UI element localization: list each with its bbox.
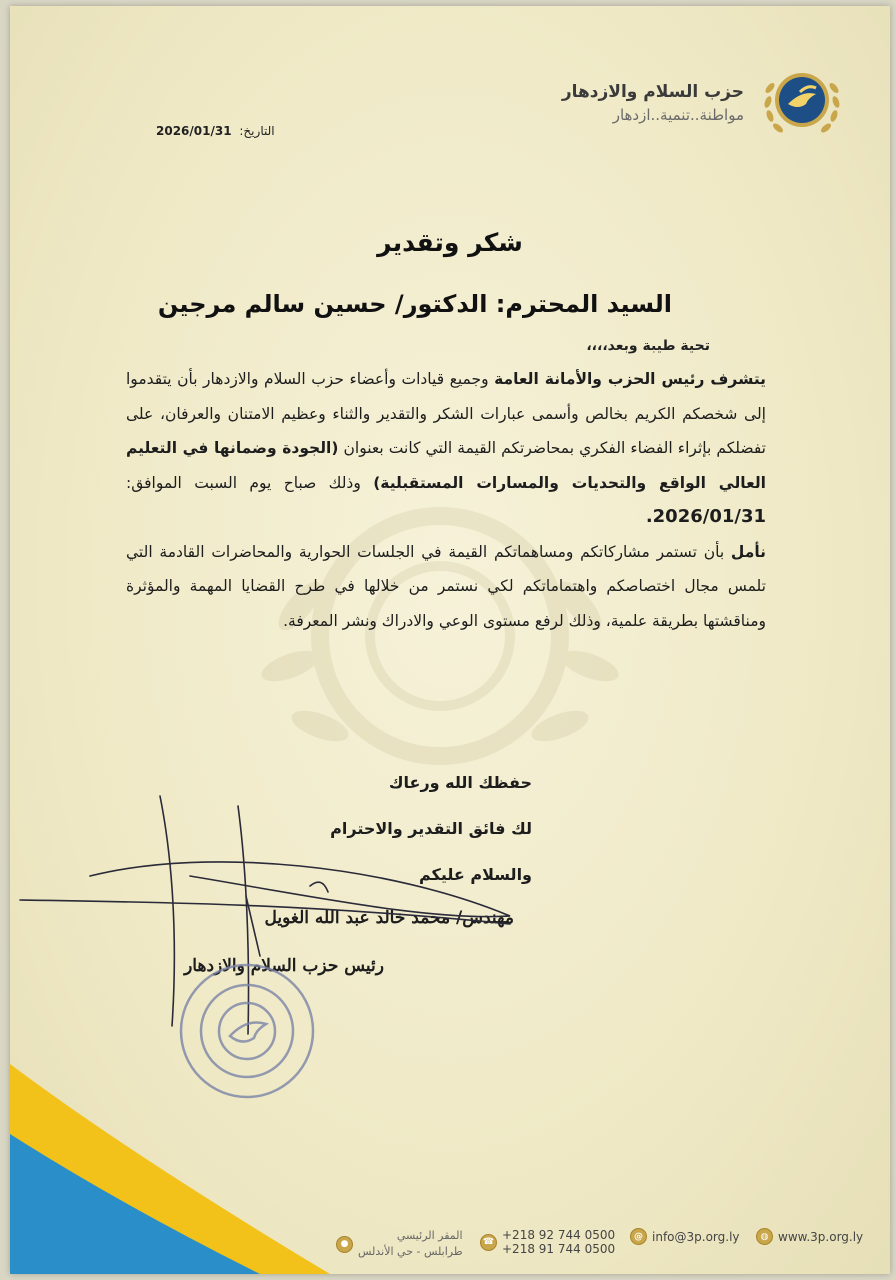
greeting-line: تحية طيبة وبعد،،،،: [586, 338, 710, 354]
p1-lead: يتشرف رئيس الحزب والأمانة العامة: [494, 370, 766, 388]
letter-title: شكر وتقدير: [377, 228, 523, 257]
lecture-date: 2026/01/31.: [645, 506, 766, 527]
recipient-line: السيد المحترم: الدكتور/ حسين سالم مرجين: [157, 290, 672, 318]
p1-day: وذلك صباح يوم السبت الموافق:: [126, 473, 374, 492]
footer-email: [630, 1228, 740, 1245]
closing-line-1: حفظك الله ورعاك: [388, 773, 532, 792]
date-value: 2026/01/31: [156, 124, 232, 138]
p2-lead: نأمل: [730, 542, 766, 561]
date-label: التاريخ:: [239, 124, 275, 138]
body-paragraph-2: [126, 535, 766, 639]
footer-phones: [480, 1228, 615, 1256]
lecture-title: (الجودة وضمانها في التعليم العالي الواقع والتحديات والمسارات المستقبلية): [126, 439, 766, 492]
signer-name: مهندس/ محمد خالد عبد الله الغويل: [264, 908, 514, 928]
email-text: info@3p.org.ly: [652, 1229, 740, 1244]
handwritten-signature-icon: [10, 776, 890, 1036]
hq-address: طرابلس - حي الأندلس: [358, 1245, 463, 1258]
closing-line-2: لك فائق التقدير والاحترام: [330, 819, 532, 838]
body-paragraph-1: [126, 362, 766, 535]
letter-body: [126, 362, 766, 638]
closing-line-3: والسلام عليكم: [418, 865, 532, 884]
signer-title: رئيس حزب السلام والازدهار: [184, 956, 384, 976]
letter-date: [156, 124, 275, 138]
email-icon: @: [630, 1228, 647, 1245]
footer-address: [336, 1228, 463, 1260]
party-name: حزب السلام والازدهار: [561, 82, 744, 102]
website-text: www.3p.org.ly: [778, 1229, 864, 1244]
footer-website: [756, 1228, 863, 1245]
hq-label: المقر الرئيسي: [396, 1229, 463, 1242]
party-slogan: مواطنة..تنمية..ازدهار: [612, 106, 744, 124]
party-logo-icon: [758, 64, 846, 140]
location-pin-icon: ●: [336, 1236, 353, 1253]
globe-icon: ◍: [756, 1228, 773, 1245]
phone-1: +218 92 744 0500: [502, 1228, 616, 1242]
p2-text: بأن تستمر مشاركاتكم ومساهماتكم القيمة في الجلسات الحوارية والمحاضرات القادمة التي تلمس مجال اختصاصكم واهتماماتكم لكي نستمر من خلالها في طرح القضايا المهمة والمؤثرة ومناقشتها بطريقة علمية، وذلك لرفع مستوى الوعي والادراك ونشر المعرفة.: [126, 542, 766, 630]
letter-footer: [10, 1222, 890, 1272]
phone-icon: ☎: [480, 1234, 497, 1251]
letter-page: [10, 6, 890, 1274]
phone-2: +218 91 744 0500: [502, 1242, 616, 1256]
p1-text: وجميع قيادات وأعضاء حزب السلام والازدهار بأن يتقدموا إلى شخصكم الكريم بخالص وأسمى عبارات الشكر والتقدير والثناء وعظيم الامتنان والعرفان، على تفضلكم بإثراء الفضاء الفكري بمحاضرتكم القيمة التي كانت بعنوان: [126, 370, 766, 457]
